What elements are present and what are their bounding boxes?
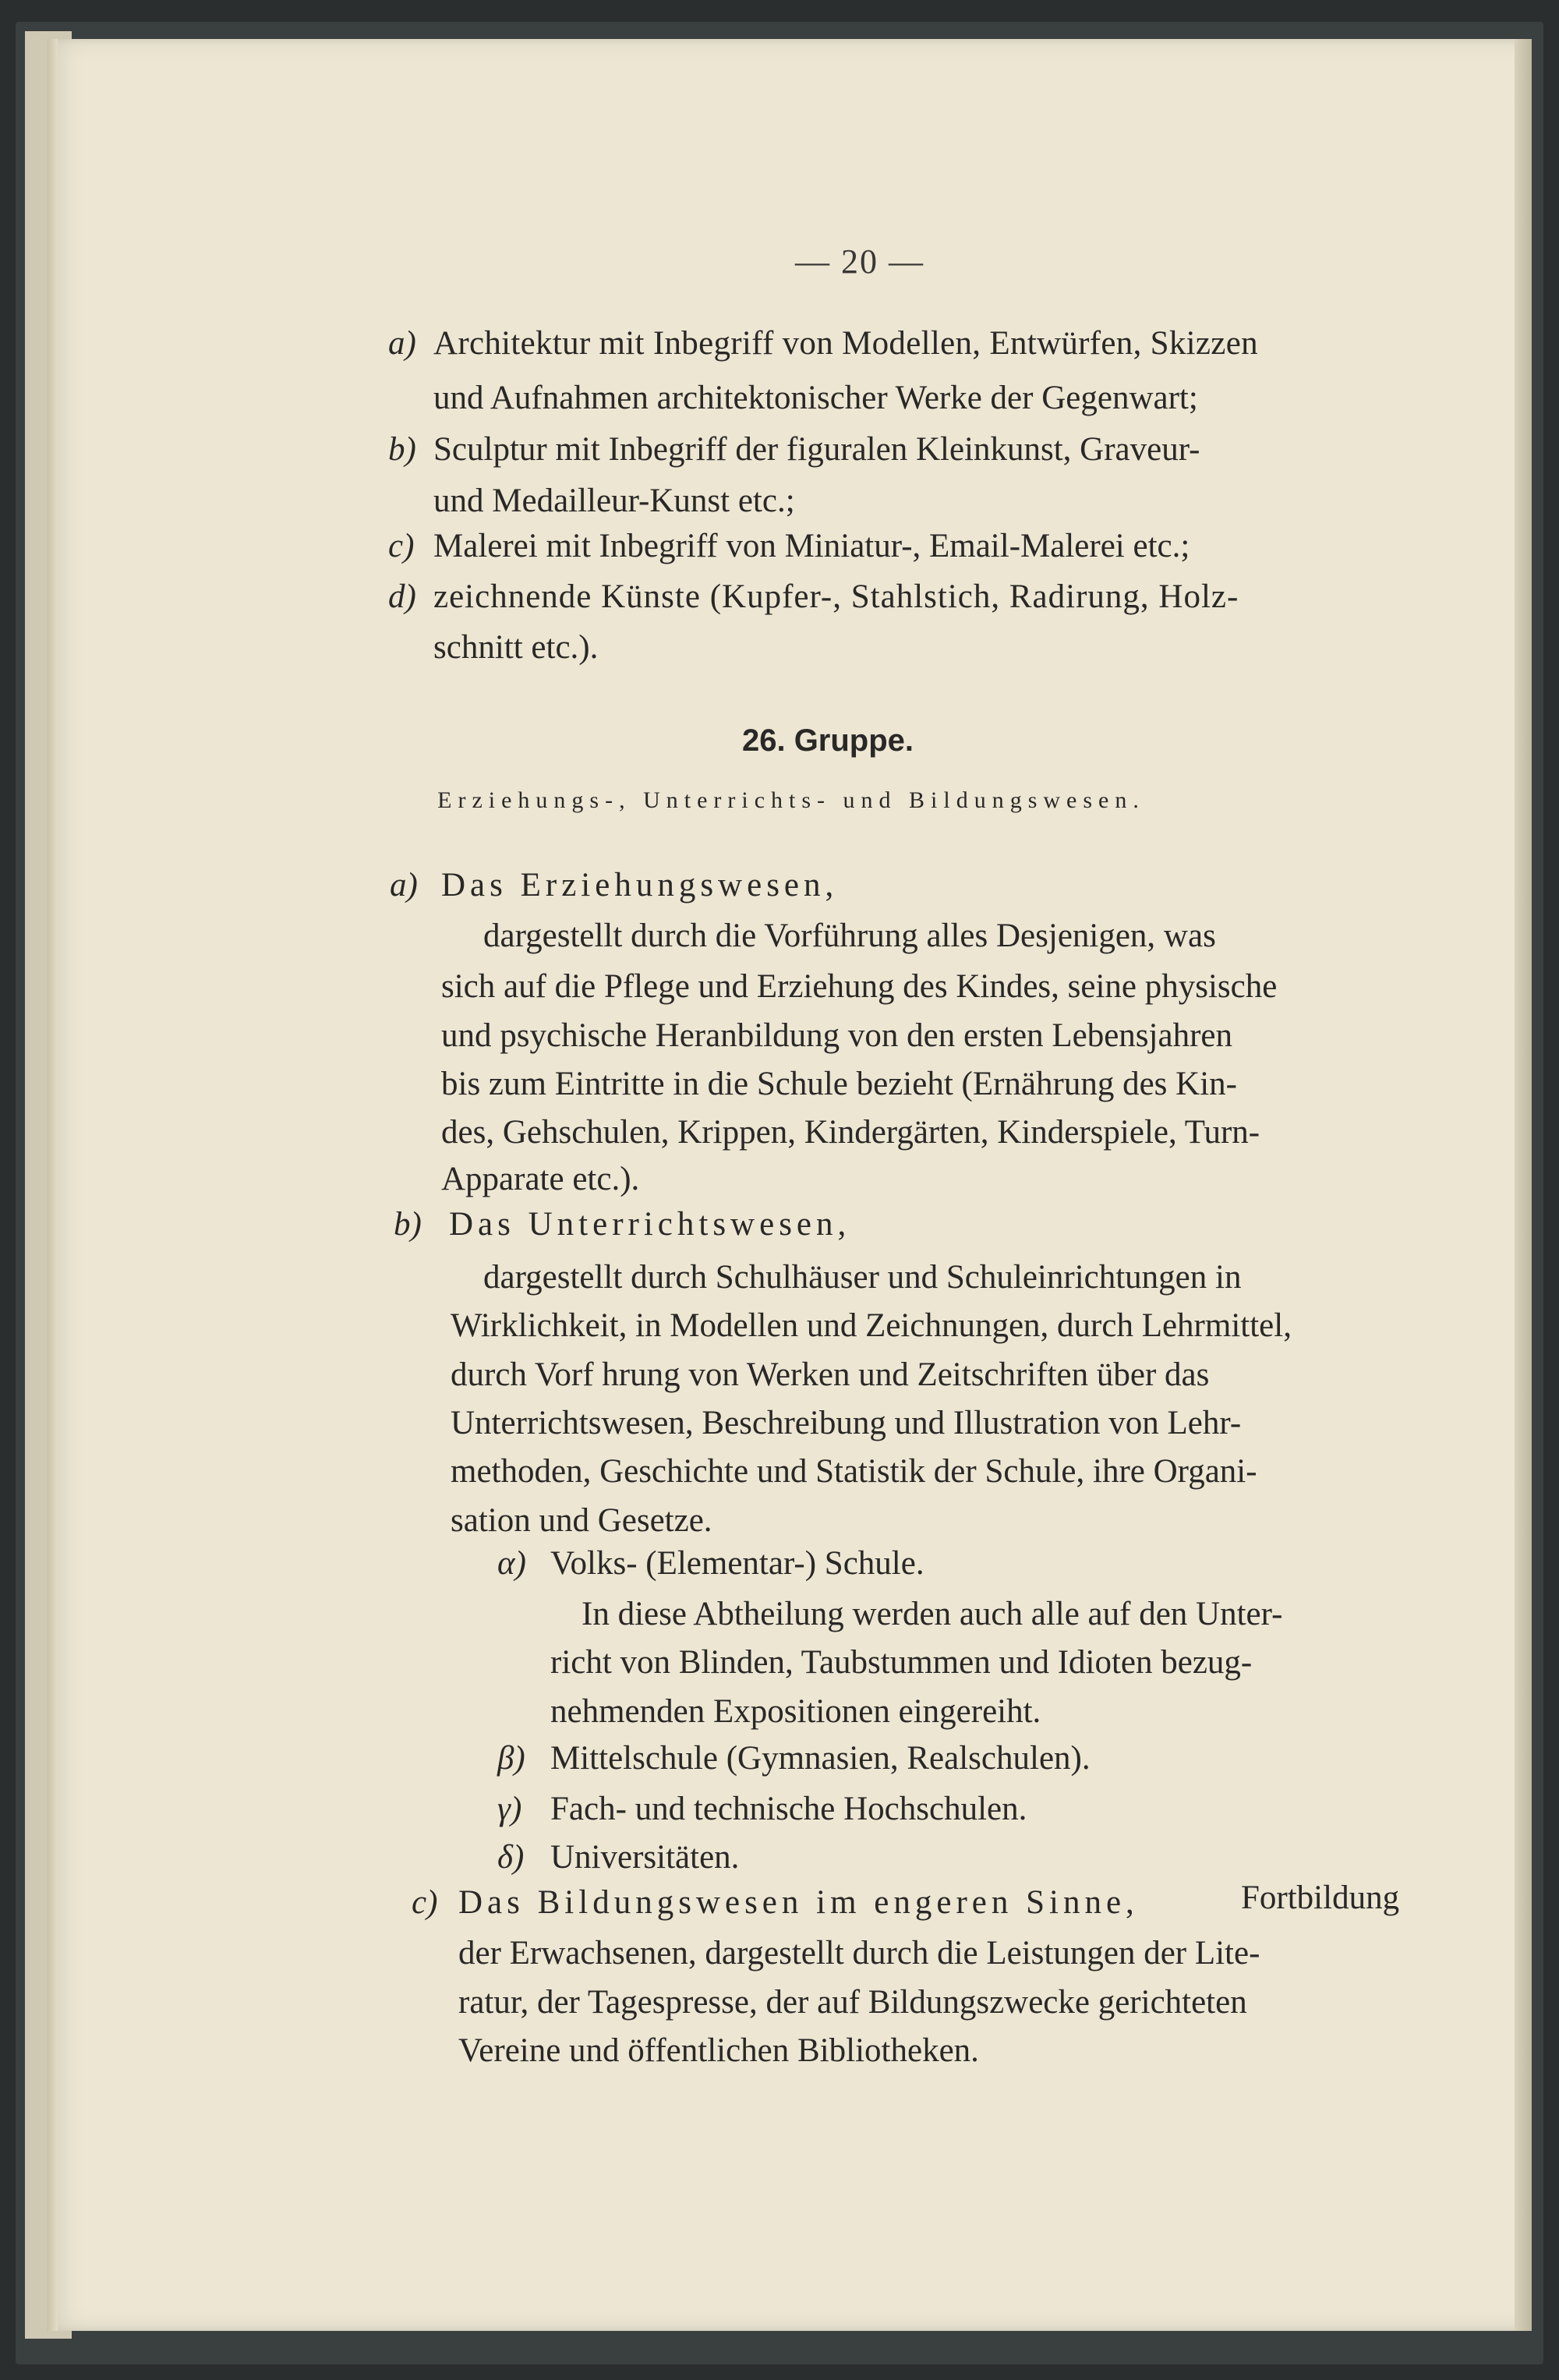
part-title: Das Bildungswesen im engeren Sinne, (458, 1884, 1139, 1921)
list-item: Malerei mit Inbegriff von Miniatur-, Email-Malerei etc.; (433, 528, 1190, 564)
part-title: Das Unterrichtswesen, (449, 1206, 851, 1243)
paragraph-line: ratur, der Tagespresse, der auf Bildungszwecke gerichteten (458, 1984, 1247, 2021)
list-item-cont: und Medailleur-Kunst etc.; (433, 483, 795, 519)
sub-marker: δ) (497, 1839, 525, 1876)
paragraph-line: methoden, Geschichte und Statistik der Schule, ihre Organi- (451, 1453, 1257, 1490)
paragraph-line: der Erwachsenen, dargestellt durch die Leistungen der Lite- (458, 1935, 1260, 1972)
paragraph-line: dargestellt durch Schulhäuser und Schuleinrichtungen in (483, 1259, 1242, 1296)
paragraph-line: Wirklichkeit, in Modellen und Zeichnungen, durch Lehrmittel, (451, 1307, 1292, 1344)
paragraph-line: bis zum Eintritte in die Schule bezieht (Ernährung des Kin- (441, 1066, 1237, 1102)
paragraph-line: sich auf die Pflege und Erziehung des Kindes, seine physische (441, 968, 1278, 1005)
sub-marker: γ) (497, 1791, 522, 1827)
list-marker: a) (388, 325, 416, 362)
paragraph-line: durch Vorf hrung von Werken und Zeitschriften über das (451, 1356, 1210, 1393)
sub-title: Mittelschule (Gymnasien, Realschulen). (550, 1740, 1091, 1777)
list-marker: b) (388, 431, 416, 468)
paragraph-line: Fortbildung (1241, 1880, 1400, 1916)
paragraph-line: Vereine und öffentlichen Bibliotheken. (458, 2032, 979, 2069)
sub-marker: β) (497, 1740, 525, 1777)
paragraph-line: Unterrichtswesen, Beschreibung und Illustration von Lehr- (451, 1405, 1242, 1441)
list-marker: c) (388, 528, 415, 564)
sub-line: In diese Abtheilung werden auch alle auf den Unter- (582, 1596, 1283, 1632)
sub-title: Volks- (Elementar-) Schule. (550, 1545, 924, 1582)
group-heading: 26. Gruppe. (741, 723, 914, 758)
part-marker: b) (394, 1206, 422, 1243)
list-item: Sculptur mit Inbegriff der figuralen Kleinkunst, Graveur- (433, 431, 1200, 468)
part-title: Das Erziehungswesen, (441, 867, 839, 904)
sub-title: Universitäten. (550, 1839, 740, 1876)
page-edge (1515, 39, 1532, 2331)
page-gutter (47, 39, 58, 2331)
group-subtitle: Erziehungs-, Unterrichts- und Bildungswesen. (437, 787, 1145, 813)
paragraph-line: dargestellt durch die Vorführung alles Desjenigen, was (483, 918, 1216, 954)
sub-title: Fach- und technische Hochschulen. (550, 1791, 1027, 1827)
list-item-cont: und Aufnahmen architektonischer Werke der Gegenwart; (433, 380, 1198, 416)
sub-marker: α) (497, 1545, 526, 1582)
list-marker: d) (388, 578, 416, 615)
list-item-cont: schnitt etc.). (433, 629, 599, 666)
page-number: — 20 — (795, 242, 924, 281)
paragraph-line: sation und Gesetze. (451, 1502, 712, 1539)
sub-line: nehmenden Expositionen eingereiht. (550, 1693, 1041, 1730)
list-item: zeichnende Künste (Kupfer-, Stahlstich, Radirung, Holz- (433, 578, 1239, 615)
paragraph-line: und psychische Heranbildung von den ersten Lebensjahren (441, 1017, 1232, 1054)
part-marker: a) (390, 867, 418, 904)
paragraph-line: Apparate etc.). (441, 1161, 640, 1197)
part-marker: c) (412, 1884, 438, 1921)
paragraph-line: des, Gehschulen, Krippen, Kindergärten, Kinderspiele, Turn- (441, 1114, 1260, 1151)
list-item: Architektur mit Inbegriff von Modellen, Entwürfen, Skizzen (433, 325, 1258, 362)
sub-line: richt von Blinden, Taubstummen und Idioten bezug- (550, 1644, 1253, 1681)
